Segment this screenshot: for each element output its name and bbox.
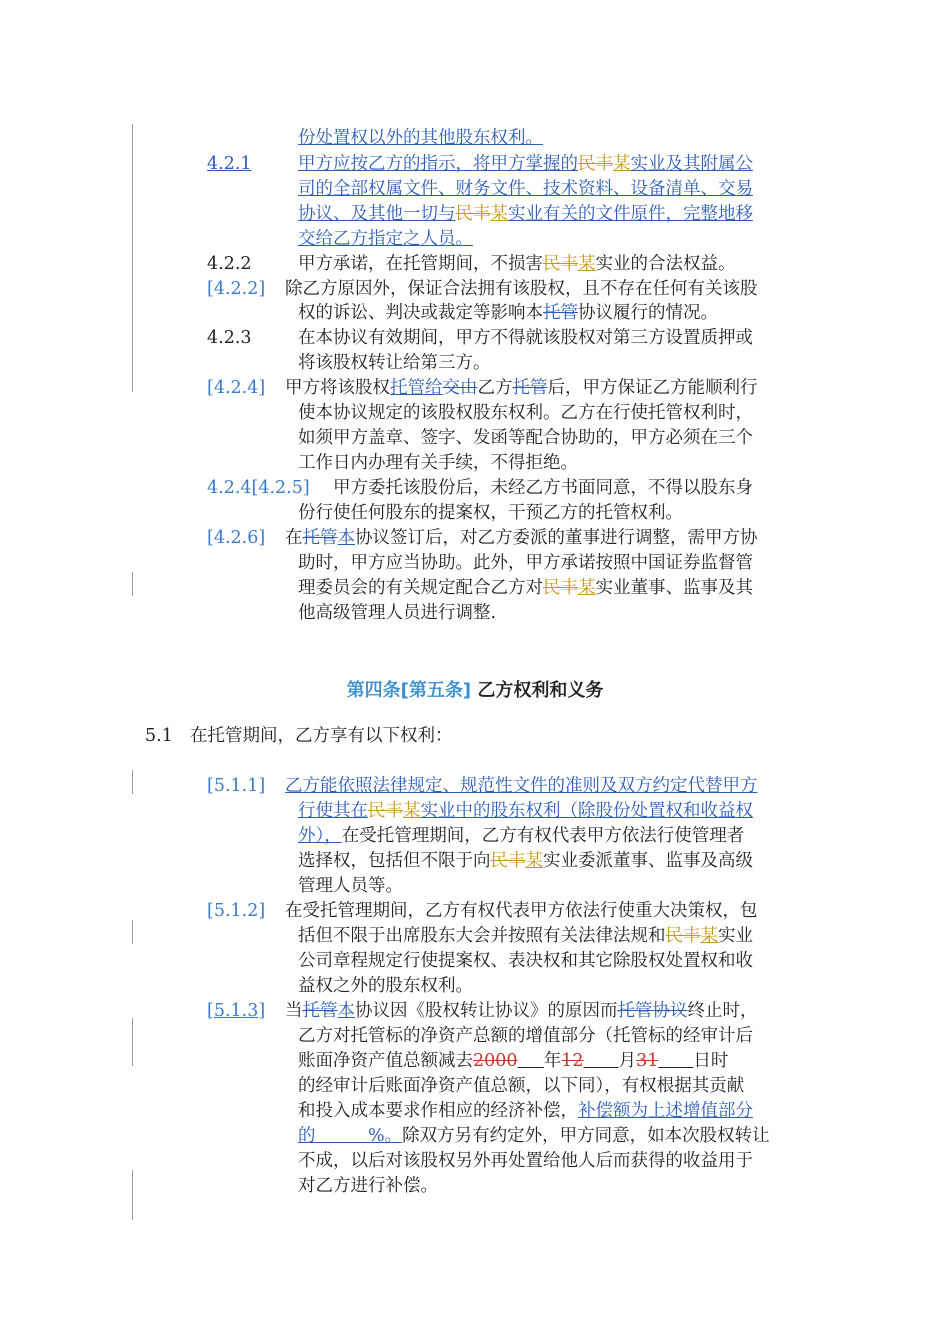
paragraph-line: 份行使任何股东的提案权，干预乙方的托管权利。 — [298, 503, 683, 523]
paragraph-line: 在本协议有效期间，甲方不得就该股权对第三方设置质押或 — [298, 328, 753, 348]
paragraph-line: 管理人员等。 — [298, 876, 403, 896]
paragraph-line: 乙方能依照法律规定、规范性文件的准则及双方约定代替甲方 — [285, 776, 758, 796]
change-bar — [132, 124, 133, 392]
clause-number: 4.2.1 — [207, 154, 252, 174]
paragraph-line: 除乙方原因外，保证合法拥有该股权，且不存在任何有关该股 — [285, 279, 758, 299]
paragraph-line: 司的全部权属文件、财务文件、技术资料、设备清单、交易 — [298, 179, 753, 199]
paragraph-line: 账面净资产值总额减去2000 年12 月31 日时 — [298, 1051, 729, 1071]
clause-number: [4.2.4] — [207, 378, 266, 398]
clause-number: [4.2.6] — [207, 528, 266, 548]
paragraph-line: 选择权，包括但不限于向民丰某实业委派董事、监事及高级 — [298, 851, 753, 871]
clause-number: [4.2.2] — [207, 279, 266, 299]
article-heading: 第四条[第五条] 乙方权利和义务 — [346, 680, 604, 701]
paragraph-line: 行使其在民丰某实业中的股东权利（除股份处置权和收益权 — [298, 801, 753, 821]
paragraph-line: 助时，甲方应当协助。此外，甲方承诺按照中国证券监督管 — [298, 553, 753, 573]
paragraph-line: 如须甲方盖章、签字、发函等配合协助的，甲方必须在三个 — [298, 428, 753, 448]
paragraph-line: 当托管本协议因《股权转让协议》的原因而托管协议终止时， — [285, 1001, 758, 1021]
clause-number: 4.2.3 — [207, 328, 252, 348]
paragraph-line: 和投入成本要求作相应的经济补偿，补偿额为上述增值部分 — [298, 1101, 753, 1121]
paragraph-line: 甲方委托该股份后，未经乙方书面同意，不得以股东身 — [333, 478, 753, 498]
change-bar — [132, 1018, 133, 1066]
clause-number: 4.2.4[4.2.5] — [207, 478, 310, 498]
change-bar — [132, 920, 133, 944]
paragraph-line: 公司章程规定行使提案权、表决权和其它除股权处置权和收 — [298, 951, 753, 971]
change-bar — [132, 572, 133, 596]
paragraph-line: 在托管期间，乙方享有以下权利： — [190, 726, 453, 746]
paragraph-line: 交给乙方指定之人员。 — [298, 229, 473, 249]
paragraph-line: 将该股权转让给第三方。 — [298, 353, 491, 373]
clause-number: [5.1.3] — [207, 1001, 266, 1021]
paragraph-line: 对乙方进行补偿。 — [298, 1176, 438, 1196]
paragraph-line: 协议、及其他一切与民丰某实业有关的文件原件，完整地移 — [298, 204, 753, 224]
paragraph-line: 甲方应按乙方的指示，将甲方掌握的民丰某实业及其附属公 — [298, 154, 753, 174]
paragraph-line: 工作日内办理有关手续，不得拒绝。 — [298, 453, 578, 473]
paragraph-line: 益权之外的股东权利。 — [298, 976, 473, 996]
paragraph-line: 在受托管理期间，乙方有权代表甲方依法行使重大决策权，包 — [285, 901, 758, 921]
paragraph-line: 甲方承诺，在托管期间，不损害民丰某实业的合法权益。 — [298, 254, 736, 274]
paragraph-line: 乙方对托管标的净资产总额的增值部分（托管标的经审计后 — [298, 1026, 753, 1046]
paragraph-line: 使本协议规定的该股权股东权利。乙方在行使托管权利时， — [298, 403, 753, 423]
paragraph-line: 括但不限于出席股东大会并按照有关法律法规和民丰某实业 — [298, 926, 753, 946]
paragraph-line: 的经审计后账面净资产值总额，以下同），有权根据其贡献 — [298, 1076, 745, 1096]
paragraph-line: 的 %。除双方另有约定外，甲方同意，如本次股权转让 — [298, 1126, 770, 1146]
paragraph-line: 他高级管理人员进行调整. — [298, 603, 497, 623]
clause-number: [5.1.2] — [207, 901, 266, 921]
paragraph-line: 理委员会的有关规定配合乙方对民丰某实业董事、监事及其 — [298, 578, 753, 598]
change-bar — [132, 1170, 133, 1220]
clause-number: [5.1.1] — [207, 776, 266, 796]
clause-number: 5.1 — [145, 726, 173, 746]
paragraph-line: 权的诉讼、判决或裁定等影响本托管协议履行的情况。 — [298, 303, 718, 323]
clause-number: 4.2.2 — [207, 254, 252, 274]
paragraph-line: 甲方将该股权托管给交由乙方托管后，甲方保证乙方能顺利行 — [285, 378, 758, 398]
paragraph-line: 不成，以后对该股权另外再处置给他人后而获得的收益用于 — [298, 1151, 753, 1171]
paragraph-line: 外），在受托管理期间，乙方有权代表甲方依法行使管理者 — [298, 826, 745, 846]
paragraph-line: 份处置权以外的其他股东权利。 — [298, 128, 543, 148]
change-bar — [132, 770, 133, 794]
paragraph-line: 在托管本协议签订后，对乙方委派的董事进行调整，需甲方协 — [285, 528, 758, 548]
